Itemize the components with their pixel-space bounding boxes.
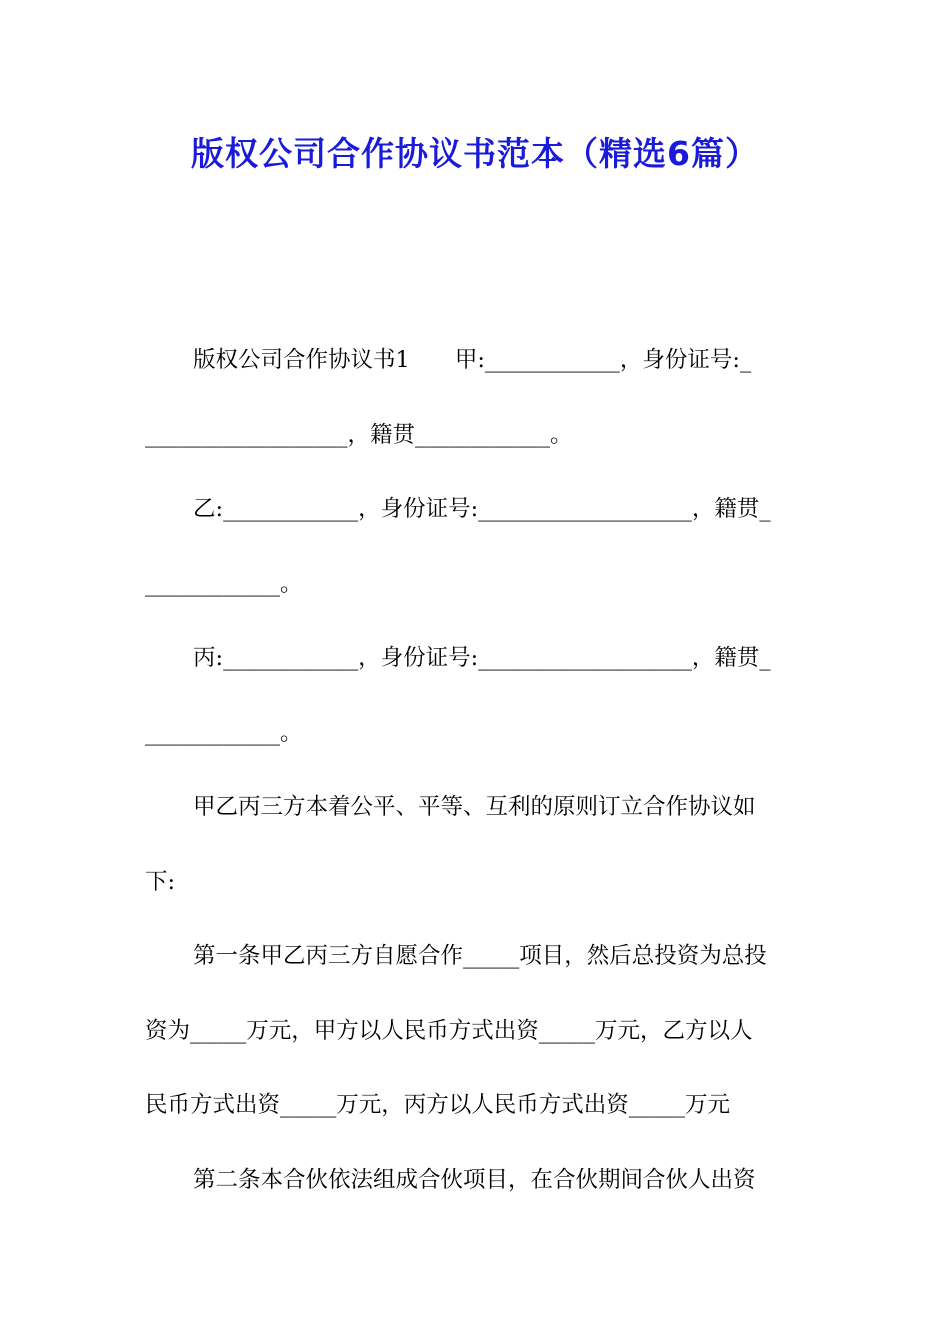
paragraph-line: 民币方式出资_____万元，丙方以人民币方式出资_____万元 xyxy=(145,1092,731,1118)
paragraph-line: 下: xyxy=(145,868,176,895)
paragraph-line: 资为_____万元，甲方以人民币方式出资_____万元，乙方以人 xyxy=(145,1017,753,1044)
paragraph-line: 丙:____________，身份证号:___________________，籍贯_ xyxy=(193,645,771,671)
paragraph-line: 甲乙丙三方本着公平、平等、互利的原则订立合作协议如 xyxy=(193,794,756,820)
paragraph-line: 版权公司合作协议书1 甲:____________，身份证号:_ xyxy=(193,347,752,373)
paragraph-line: ____________。 xyxy=(145,570,303,597)
paragraph-line: ____________。 xyxy=(145,719,303,746)
document-title: 版权公司合作协议书范本（精选6篇） xyxy=(191,134,759,173)
document-body xyxy=(145,338,810,1232)
paragraph-line: 乙:____________，身份证号:___________________，籍贯_ xyxy=(193,496,771,522)
paragraph-line: 第二条本合伙依法组成合伙项目，在合伙期间合伙人出资 xyxy=(193,1166,756,1193)
paragraph-line: 第一条甲乙丙三方自愿合作_____项目，然后总投资为总投 xyxy=(193,943,767,969)
paragraph-line: __________________，籍贯____________。 xyxy=(145,421,573,448)
